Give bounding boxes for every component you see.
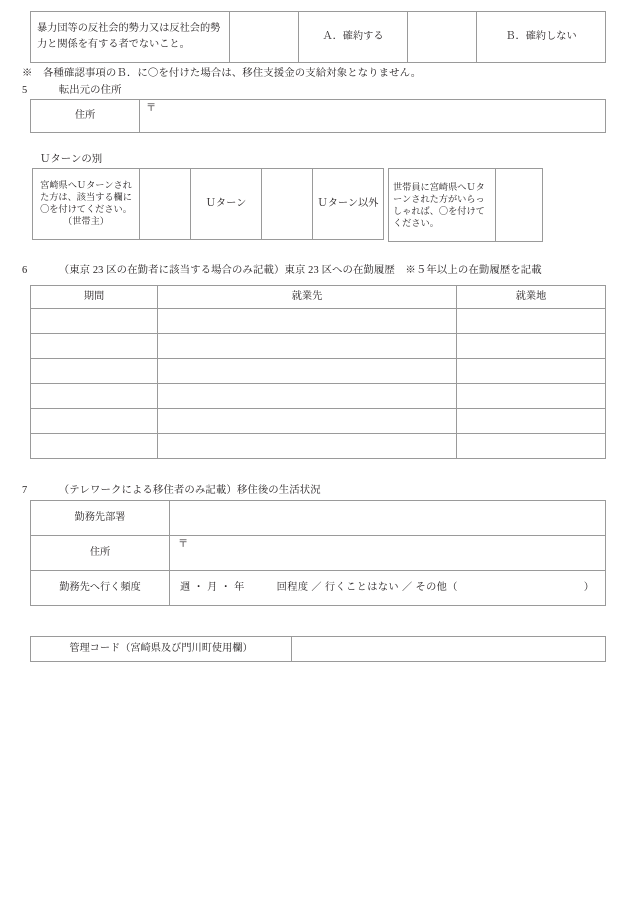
column-header-work-location: 就業地 <box>457 286 606 309</box>
transfer-origin-address-table <box>30 99 606 133</box>
department-label: 勤務先部署 <box>31 501 170 536</box>
section-5-number: 5 <box>22 85 28 96</box>
section-6-title: （東京 23 区の在勤者に該当する場合のみ記載）東京 23 区への在勤履歴 ※５年以上の在勤履歴を記載 <box>58 265 542 276</box>
section-5-title: 転出元の住所 <box>58 85 122 96</box>
column-header-employer: 就業先 <box>158 286 457 309</box>
confirmation-option-b-cell[interactable]: Ｂ．確約しない <box>477 12 606 63</box>
table-row <box>31 384 606 409</box>
cell-employer[interactable] <box>158 359 457 384</box>
table-row <box>31 12 606 63</box>
admin-code-value-cell[interactable] <box>292 637 606 662</box>
admin-code-label: 管理コード（宮崎県及び門川町使用欄） <box>31 637 292 662</box>
cell-employer[interactable] <box>158 309 457 334</box>
column-header-period: 期間 <box>31 286 158 309</box>
uturn-member-mark-cell[interactable] <box>496 169 543 242</box>
work-address-value-cell[interactable] <box>170 536 606 571</box>
table-header-row <box>31 286 606 309</box>
table-row <box>31 309 606 334</box>
cell-employer[interactable] <box>158 434 457 459</box>
table-row <box>31 637 606 662</box>
cell-employer[interactable] <box>158 409 457 434</box>
confirmation-table <box>30 11 606 63</box>
confirmation-mark-a-cell[interactable] <box>230 12 299 63</box>
section-6-heading <box>22 261 542 276</box>
table-row <box>31 409 606 434</box>
table-row <box>31 100 606 133</box>
table-row <box>31 536 606 571</box>
section-5-heading <box>22 81 122 96</box>
confirmation-option-a-cell[interactable]: Ａ．確約する <box>299 12 408 63</box>
cell-work-location[interactable] <box>457 384 606 409</box>
work-address-label: 住所 <box>31 536 170 571</box>
uturn-option-1-cell[interactable]: Ｕターン <box>191 169 262 240</box>
cell-work-location[interactable] <box>457 359 606 384</box>
cell-period[interactable] <box>31 384 158 409</box>
uturn-heading: Ｕターンの別 <box>40 154 103 165</box>
employment-history-table <box>30 285 606 459</box>
uturn-instruction-cell: 宮崎県へＵターンされた方は、該当する欄に〇を付けてください。（世帯主） <box>33 169 140 240</box>
postal-mark-icon: 〒 <box>146 103 157 114</box>
address-value-cell[interactable] <box>140 100 606 133</box>
cell-employer[interactable] <box>158 384 457 409</box>
commute-frequency-label: 勤務先へ行く頻度 <box>31 571 170 606</box>
postal-mark-icon: 〒 <box>178 539 189 550</box>
cell-period[interactable] <box>31 434 158 459</box>
frequency-options: 回程度 ／ 行くことはない ／ その他（ <box>276 582 458 594</box>
uturn-householder-table <box>32 168 384 240</box>
table-row <box>31 571 606 606</box>
cell-period[interactable] <box>31 409 158 434</box>
cell-work-location[interactable] <box>457 434 606 459</box>
table-row <box>389 169 543 242</box>
cell-employer[interactable] <box>158 334 457 359</box>
section-7-title: （テレワークによる移住者のみ記載）移住後の生活状況 <box>58 485 321 496</box>
section-7-number: 7 <box>22 485 28 496</box>
section-6-number: 6 <box>22 265 28 276</box>
cell-period[interactable] <box>31 309 158 334</box>
table-row <box>31 359 606 384</box>
uturn-mark-2-cell[interactable] <box>262 169 313 240</box>
uturn-household-member-table <box>388 168 543 242</box>
table-row <box>31 501 606 536</box>
confirmation-note: ※ 各種確認事項のＢ．に〇を付けた場合は、移住支援金の支給対象となりません。 <box>22 68 422 79</box>
uturn-option-2-cell[interactable]: Ｕターン以外 <box>313 169 384 240</box>
cell-work-location[interactable] <box>457 309 606 334</box>
frequency-units: 週 ・ 月 ・ 年 <box>180 582 245 594</box>
uturn-member-instruction-cell: 世帯員に宮崎県へＵターンされた方がいらっしゃれば、〇を付けてください。 <box>389 169 496 242</box>
cell-work-location[interactable] <box>457 334 606 359</box>
department-value-cell[interactable] <box>170 501 606 536</box>
cell-period[interactable] <box>31 359 158 384</box>
cell-work-location[interactable] <box>457 409 606 434</box>
confirmation-statement-cell: 暴力団等の反社会的勢力又は反社会的勢力と関係を有する者でないこと。 <box>31 12 230 63</box>
section-7-heading <box>22 481 321 496</box>
telework-living-situation-table <box>30 500 606 606</box>
cell-period[interactable] <box>31 334 158 359</box>
commute-frequency-value-cell[interactable] <box>170 571 606 606</box>
table-row <box>31 334 606 359</box>
uturn-mark-1-cell[interactable] <box>140 169 191 240</box>
table-row <box>31 434 606 459</box>
frequency-close-paren: ） <box>583 582 595 594</box>
confirmation-mark-b-cell[interactable] <box>408 12 477 63</box>
admin-code-table <box>30 636 606 662</box>
table-row <box>33 169 384 240</box>
address-label: 住所 <box>31 100 140 133</box>
